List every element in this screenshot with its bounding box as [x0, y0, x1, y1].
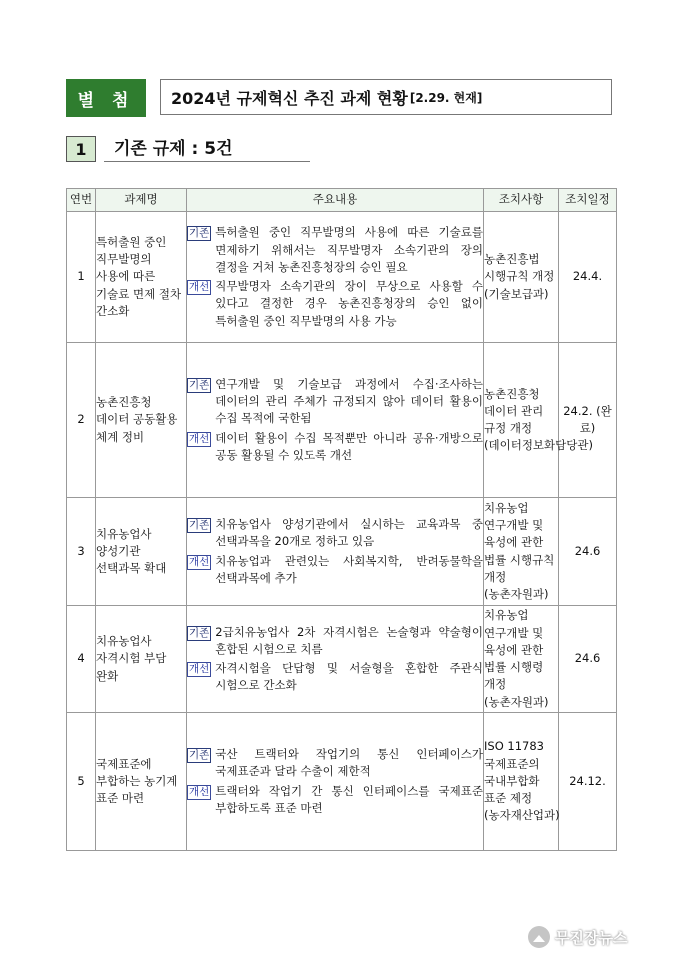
content-cell: [187, 606, 484, 713]
content-item-before: [187, 516, 483, 551]
task-name: 농촌진흥청 데이터 공동활용 체계 정비: [96, 343, 187, 498]
content-cell: [187, 343, 484, 498]
table-row: [67, 498, 617, 606]
task-name: 국제표준에 부합하는 농기계 표준 마련: [96, 713, 187, 851]
row-number: 4: [67, 606, 96, 713]
col-header-date: 조치일정: [559, 189, 617, 212]
page-title-main: 2024년 규제혁신 추진 과제 현황: [171, 88, 408, 108]
action-cell: 농촌진흥법 시행규칙 개정 (기술보급과): [484, 212, 559, 343]
content-item-after: [187, 660, 483, 695]
page-title-date: [2.29. 현재]: [409, 90, 483, 105]
tag-before: 기존: [189, 626, 210, 639]
content-text: 치유농업사 양성기관에서 실시하는 교육과목 중 선택과목을 20개로 정하고 있음: [215, 517, 483, 549]
tag-improved: 개선: [189, 432, 210, 445]
content-item-after: [187, 783, 483, 818]
section-title: 기존 규제 : 5건: [114, 139, 233, 159]
content-item-before: [187, 376, 483, 428]
tag-before: 기존: [189, 749, 210, 761]
tag-improved: 개선: [189, 663, 210, 675]
table-row: [67, 606, 617, 713]
tag-improved: 개선: [189, 555, 210, 568]
content-item-after: [187, 553, 483, 588]
schedule-cell: 24.4.: [559, 212, 617, 343]
schedule-cell: 24.2. (완료): [559, 343, 617, 498]
content-cell: [187, 498, 484, 606]
watermark-logo: [528, 922, 674, 952]
schedule-cell: 24.6: [559, 606, 617, 713]
tag-improved: 개선: [189, 785, 210, 798]
tag-improved: 개선: [189, 281, 210, 293]
content-text: 2급치유농업사 2차 자격시험은 논술형과 약술형이 혼합된 시험으로 치름: [215, 624, 483, 656]
content-item-before: [187, 624, 483, 659]
watermark-text: 무진장뉴스: [555, 928, 628, 947]
content-text: 치유농업과 관련있는 사회복지학, 반려동물학을 선택과목에 추가: [215, 553, 483, 585]
action-cell: ISO 11783 국제표준의 국내부합화 표준 제정 (농자재산업과): [484, 713, 559, 851]
regulation-table: [66, 188, 617, 851]
col-header-task: 과제명: [96, 189, 187, 212]
content-text: 국산 트랙터와 작업기의 통신 인터페이스가 국제표준과 달라 수출이 제한적: [215, 747, 483, 779]
table-row: [67, 212, 617, 343]
section-underline: [104, 161, 310, 162]
content-text: 자격시험을 단답형 및 서술형을 혼합한 주관식 시험으로 간소화: [215, 661, 483, 693]
col-header-action: 조치사항: [484, 189, 559, 212]
table-header-row: [67, 189, 617, 212]
action-cell: 치유농업 연구개발 및 육성에 관한 법률 시행규칙 개정 (농촌자원과): [484, 498, 559, 606]
content-text: 데이터 활용이 수집 목적뿐만 아니라 공유·개방으로 공동 활용될 수 있도록 개선: [215, 430, 483, 462]
content-text: 직무발명자 소속기관의 장이 무상으로 사용할 수 있다고 결정한 경우 농촌진흥청장의 승인 없이 특허출원 중인 직무발명의 사용 가능: [215, 279, 483, 328]
row-number: 5: [67, 713, 96, 851]
table-row: [67, 713, 617, 851]
schedule-cell: 24.12.: [559, 713, 617, 851]
content-item-before: [187, 746, 483, 781]
col-header-content: 주요내용: [187, 189, 484, 212]
action-cell: 치유농업 연구개발 및 육성에 관한 법률 시행령 개정 (농촌자원과): [484, 606, 559, 713]
content-item-after: [187, 278, 483, 330]
schedule-cell: 24.6: [559, 498, 617, 606]
tag-before: 기존: [189, 519, 210, 531]
row-number: 1: [67, 212, 96, 343]
content-cell: [187, 713, 484, 851]
tag-before: 기존: [189, 378, 210, 391]
row-number: 3: [67, 498, 96, 606]
section-number: 1: [66, 136, 96, 162]
col-header-no: 연번: [67, 189, 96, 212]
tag-before: 기존: [189, 227, 210, 240]
table-row: [67, 343, 617, 498]
content-text: 특허출원 중인 직무발명의 사용에 따른 기술료를 면제하기 위해서는 직무발명자 소속기관의 장의 결정을 거쳐 농촌진흥청장의 승인 필요: [215, 225, 483, 274]
content-item-after: [187, 430, 483, 465]
task-name: 특허출원 중인 직무발명의 사용에 따른 기술료 면제 절차 간소화: [96, 212, 187, 343]
content-text: 연구개발 및 기술보급 과정에서 수집·조사하는 데이터의 관리 주체가 규정되지 않아 데이터 활용이 수집 목적에 국한됨: [215, 376, 483, 426]
attachment-badge: 별 첨: [66, 79, 146, 117]
content-item-before: [187, 224, 483, 276]
task-name: 치유농업사 자격시험 부담 완화: [96, 606, 187, 713]
task-name: 치유농업사 양성기관 선택과목 확대: [96, 498, 187, 606]
page-title: [160, 79, 612, 115]
row-number: 2: [67, 343, 96, 498]
content-text: 트랙터와 작업기 간 통신 인터페이스를 국제표준 부합하도록 표준 마련: [215, 783, 483, 815]
action-cell: 농촌진흥청 데이터 관리 규정 개정 (데이터정보화담당관): [484, 343, 559, 498]
content-cell: [187, 212, 484, 343]
mountain-icon: [528, 926, 550, 948]
